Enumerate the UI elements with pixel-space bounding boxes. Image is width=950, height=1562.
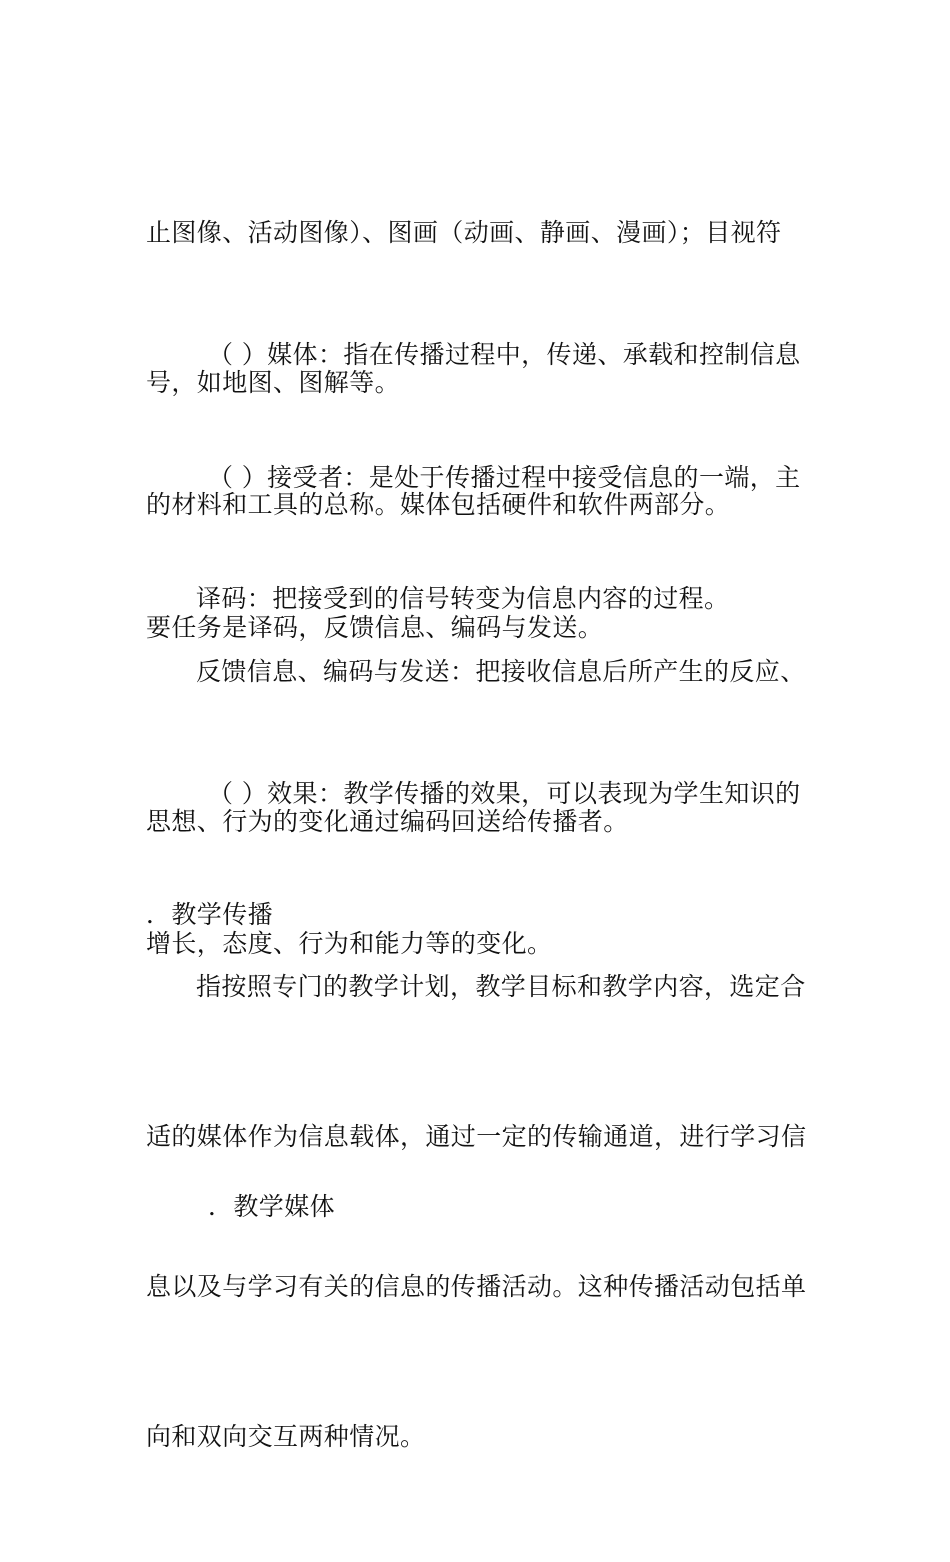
- text-line: 适的媒体作为信息载体，通过一定的传输通道，进行学习信: [146, 1122, 807, 1151]
- text-line: 增长，态度、行为和能力等的变化。: [146, 929, 553, 958]
- text-line: （ ）接受者：是处于传播过程中接受信息的一端，主: [208, 463, 801, 492]
- text-line: 指按照专门的教学计划，教学目标和教学内容，选定合: [196, 972, 806, 1001]
- text-line: 思想、行为的变化通过编码回送给传播者。: [146, 807, 629, 836]
- text-line: （ ）媒体：指在传播过程中，传递、承载和控制信息: [208, 340, 801, 369]
- section-heading: ．教学媒体: [208, 1192, 336, 1221]
- text-line: 的材料和工具的总称。媒体包括硬件和软件两部分。: [146, 490, 731, 519]
- text-line: 反馈信息、编码与发送：把接收信息后所产生的反应、: [196, 657, 806, 686]
- heading-teaching-media: [146, 1082, 814, 1332]
- text-line: 号，如地图、图解等。: [146, 368, 401, 397]
- text-line: 止图像、活动图像）、图画（动画、静画、漫画）；目视符: [146, 218, 782, 247]
- text-line: 译码：把接受到的信号转变为信息内容的过程。: [196, 584, 730, 613]
- text-line: 要任务是译码，反馈信息、编码与发送。: [146, 613, 604, 642]
- text-line: （ ）效果：教学传播的效果，可以表现为学生知识的: [208, 779, 801, 808]
- text-line: 向和双向交互两种情况。: [146, 1422, 426, 1451]
- section-heading: ．教学传播: [146, 900, 274, 929]
- text-line: 息以及与学习有关的信息的传播活动。这种传播活动包括单: [146, 1272, 807, 1301]
